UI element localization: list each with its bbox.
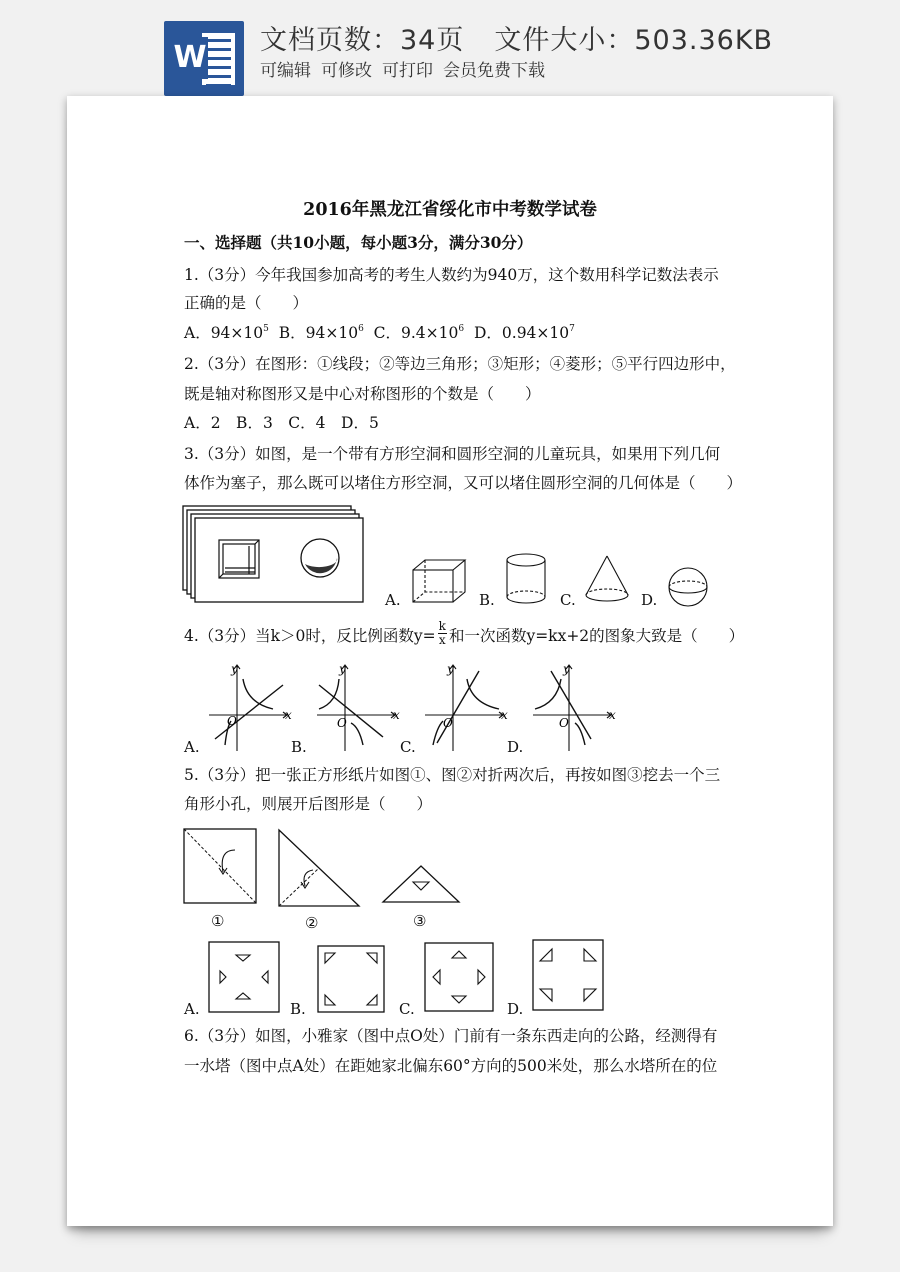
q5-option-b-figure bbox=[317, 945, 385, 1013]
q5-label-c: C. bbox=[399, 1000, 415, 1018]
q1-option-b: B．$94\times 10^6$ bbox=[278, 324, 364, 342]
sphere-shape bbox=[665, 566, 711, 608]
q4-label-d: D. bbox=[507, 738, 524, 756]
q1-option-c: C．$9.4\times 10^6$ bbox=[373, 324, 465, 342]
q3-label-b: B. bbox=[479, 591, 495, 609]
q5-option-d-figure bbox=[532, 939, 604, 1011]
feature-list bbox=[260, 56, 555, 81]
section-heading: 一、选择题（共10小题，每小题3分，满分30分） bbox=[184, 233, 533, 252]
svg-text:y: y bbox=[447, 662, 454, 676]
file-size: 文件大小：503.36KB bbox=[494, 25, 774, 56]
svg-text:x: x bbox=[393, 708, 400, 722]
doc-title: 2016年黑龙江省绥化市中考数学试卷 bbox=[303, 200, 597, 220]
feature-member-download: 会员免费下载 bbox=[443, 61, 545, 81]
fold-label-3: ③ bbox=[413, 912, 427, 930]
q3-label-c: C. bbox=[560, 591, 576, 609]
document-page bbox=[67, 96, 833, 1226]
fold-step-3 bbox=[381, 864, 461, 906]
svg-text:x: x bbox=[501, 708, 508, 722]
q1-options bbox=[184, 323, 575, 343]
q3-line1: 3.（3分）如图，是一个带有方形空洞和圆形空洞的儿童玩具，如果用下列几何 bbox=[184, 445, 721, 463]
fold-step-2 bbox=[277, 828, 361, 908]
q6-line1: 6.（3分）如图，小雅家（图中点O处）门前有一条东西走向的公路，经测得有 bbox=[184, 1027, 718, 1045]
fold-label-2: ② bbox=[305, 914, 319, 932]
fold-step-1 bbox=[183, 828, 257, 908]
q1-line2: 正确的是（ ） bbox=[184, 294, 309, 312]
feature-printable: 可打印 bbox=[382, 61, 433, 81]
q4-graph-d bbox=[531, 661, 617, 753]
fold-label-1: ① bbox=[211, 912, 225, 930]
q3-line2: 体作为塞子，那么既可以堵住方形空洞，又可以堵住圆形空洞的几何体是（ ） bbox=[184, 474, 743, 492]
svg-text:O: O bbox=[227, 714, 237, 728]
q1-option-a: A．$94\times 10^5$ bbox=[184, 324, 269, 342]
q5-line2: 角形小孔，则展开后图形是（ ） bbox=[184, 795, 433, 813]
feature-editable: 可编辑 bbox=[260, 61, 311, 81]
q5-option-a-figure bbox=[208, 941, 280, 1013]
q5-label-a: A. bbox=[184, 1000, 200, 1018]
q4-label-a: A. bbox=[184, 738, 200, 756]
q5-line1: 5.（3分）把一张正方形纸片如图①、图②对折两次后，再按如图③挖去一个三 bbox=[184, 766, 721, 784]
svg-text:x: x bbox=[285, 708, 292, 722]
q2-line1: 2.（3分）在图形：①线段；②等边三角形；③矩形；④菱形；⑤平行四边形中， bbox=[184, 355, 736, 373]
svg-text:O: O bbox=[559, 716, 569, 730]
q3-toy-figure bbox=[183, 506, 363, 606]
q3-label-a: A. bbox=[385, 591, 401, 609]
cube-shape bbox=[411, 558, 467, 604]
q4-label-b: B. bbox=[291, 738, 307, 756]
svg-text:y: y bbox=[339, 662, 346, 676]
cone-shape bbox=[582, 554, 632, 604]
feature-modifiable: 可修改 bbox=[321, 61, 372, 81]
q4-graph-b bbox=[315, 661, 401, 753]
svg-text:O: O bbox=[337, 716, 347, 730]
q4-graph-a bbox=[207, 661, 293, 753]
k-over-x-fraction: $\frac{k}{x}$ bbox=[438, 618, 446, 647]
svg-text:y: y bbox=[231, 662, 238, 676]
q6-line2: 一水塔（图中点A处）在距她家北偏东60°方向的500米处，那么水塔所在的位 bbox=[184, 1057, 718, 1075]
svg-text:O: O bbox=[443, 716, 453, 730]
q1-option-d: D．$0.94\times 10^7$ bbox=[473, 324, 575, 342]
page-count: 文档页数：34页 bbox=[260, 25, 465, 56]
q3-label-d: D. bbox=[641, 591, 658, 609]
download-banner bbox=[0, 0, 900, 96]
q5-option-c-figure bbox=[424, 942, 494, 1012]
q5-label-d: D. bbox=[507, 1000, 524, 1018]
q5-label-b: B. bbox=[290, 1000, 306, 1018]
q4-label-c: C. bbox=[400, 738, 416, 756]
q2-options: A．2 B．3 C．4 D．5 bbox=[184, 414, 379, 432]
file-info bbox=[260, 18, 773, 57]
q2-line2: 既是轴对称图形又是中心对称图形的个数是（ ） bbox=[184, 385, 541, 403]
svg-text:x: x bbox=[609, 708, 616, 722]
word-document-icon: W bbox=[164, 21, 244, 96]
q4-line: 4.（3分）当k＞0时，反比例函数y= $\frac{k}{x}$ 和一次函数y=kx+2的图象大致是（ ） bbox=[184, 618, 745, 647]
cylinder-shape bbox=[504, 552, 548, 606]
q4-graph-c bbox=[423, 661, 509, 753]
svg-text:y: y bbox=[563, 662, 570, 676]
q1-line1: 1.（3分）今年我国参加高考的考生人数约为940万，这个数用科学记数法表示 bbox=[184, 266, 719, 284]
